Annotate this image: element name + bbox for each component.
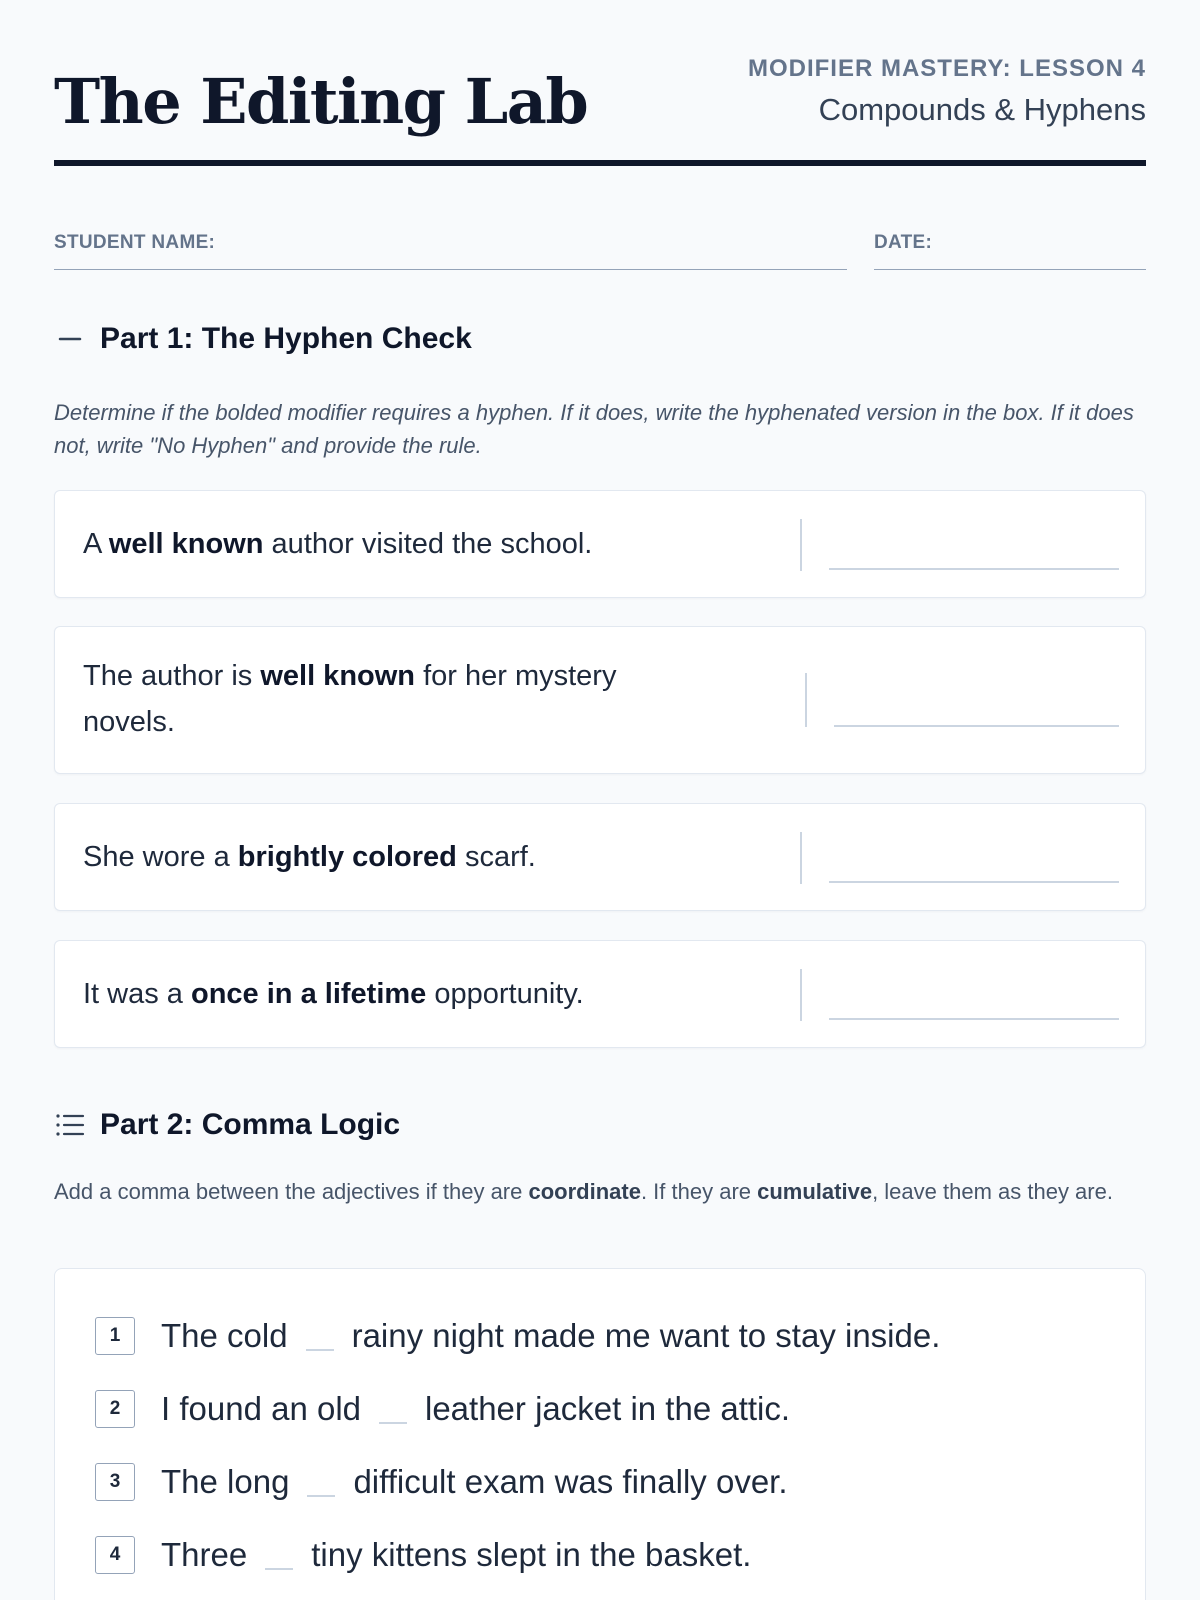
list-icon (54, 1109, 86, 1141)
answer-line[interactable] (829, 881, 1119, 883)
item-number: 3 (95, 1463, 135, 1501)
student-name-field[interactable] (54, 228, 847, 270)
header-divider (54, 160, 1146, 166)
bold-modifier: well known (260, 660, 416, 692)
hyphen-item (54, 626, 1146, 774)
hyphen-sentence: The author is well known for her mystery novels. (83, 660, 617, 738)
item-number: 2 (95, 1390, 135, 1428)
card-divider (800, 519, 802, 571)
date-field[interactable] (874, 228, 1146, 270)
lesson-info (748, 54, 1146, 132)
comma-sentence: The long difficult exam was finally over. (161, 1463, 788, 1500)
comma-sentence: Three tiny kittens slept in the basket. (161, 1536, 752, 1573)
comma-sentence: I found an old leather jacket in the attic. (161, 1390, 791, 1427)
part1-heading (54, 322, 472, 356)
comma-blank[interactable] (307, 1495, 335, 1497)
comma-blank[interactable] (306, 1349, 334, 1351)
list-item (95, 1532, 751, 1578)
answer-line[interactable] (834, 725, 1119, 727)
lesson-title: Compounds & Hyphens (818, 92, 1146, 127)
worksheet-page (54, 0, 1146, 1573)
list-item (95, 1386, 790, 1432)
part2-title: Part 2: Comma Logic (100, 1108, 401, 1141)
comma-sentence: The cold rainy night made me want to stay inside. (161, 1317, 941, 1354)
student-name-label: STUDENT NAME: (54, 232, 216, 253)
bold-modifier: brightly colored (237, 841, 457, 873)
comma-blank[interactable] (265, 1568, 293, 1570)
hyphen-sentence: A well known author visited the school. (83, 528, 593, 560)
part1-title: Part 1: The Hyphen Check (100, 322, 472, 355)
part2-heading (54, 1108, 400, 1142)
comma-blank[interactable] (379, 1422, 407, 1424)
answer-line[interactable] (829, 568, 1119, 570)
hyphen-sentence: She wore a brightly colored scarf. (83, 841, 536, 873)
brand-title: The Editing Lab (54, 65, 588, 138)
card-divider (800, 969, 802, 1021)
comma-exercise-panel (54, 1268, 1146, 1600)
bold-modifier: once in a lifetime (191, 978, 427, 1010)
list-item (95, 1313, 940, 1359)
hyphen-item (54, 490, 1146, 598)
hyphen-item (54, 940, 1146, 1048)
part2-instructions: Add a comma between the adjectives if they are coordinate. If they are cumulative, leave them as they are. (54, 1179, 1113, 1204)
item-number: 4 (95, 1536, 135, 1574)
date-label: DATE: (874, 232, 933, 253)
worksheet-header (54, 0, 1146, 168)
dash-icon (54, 323, 86, 355)
bold-modifier: well known (108, 528, 264, 560)
hyphen-item (54, 803, 1146, 911)
student-info-fields (54, 228, 1146, 270)
part1-instructions: Determine if the bolded modifier requires a hyphen. If it does, write the hyphenated version in the box. If it does not, write "No Hyphen" and provide the rule. (54, 400, 1134, 458)
answer-line[interactable] (829, 1018, 1119, 1020)
card-divider (800, 832, 802, 884)
list-item (95, 1459, 788, 1505)
hyphen-sentence: It was a once in a lifetime opportunity. (83, 978, 584, 1010)
item-number: 1 (95, 1317, 135, 1355)
card-divider (805, 673, 807, 727)
lesson-eyebrow: MODIFIER MASTERY: LESSON 4 (747, 55, 1146, 82)
